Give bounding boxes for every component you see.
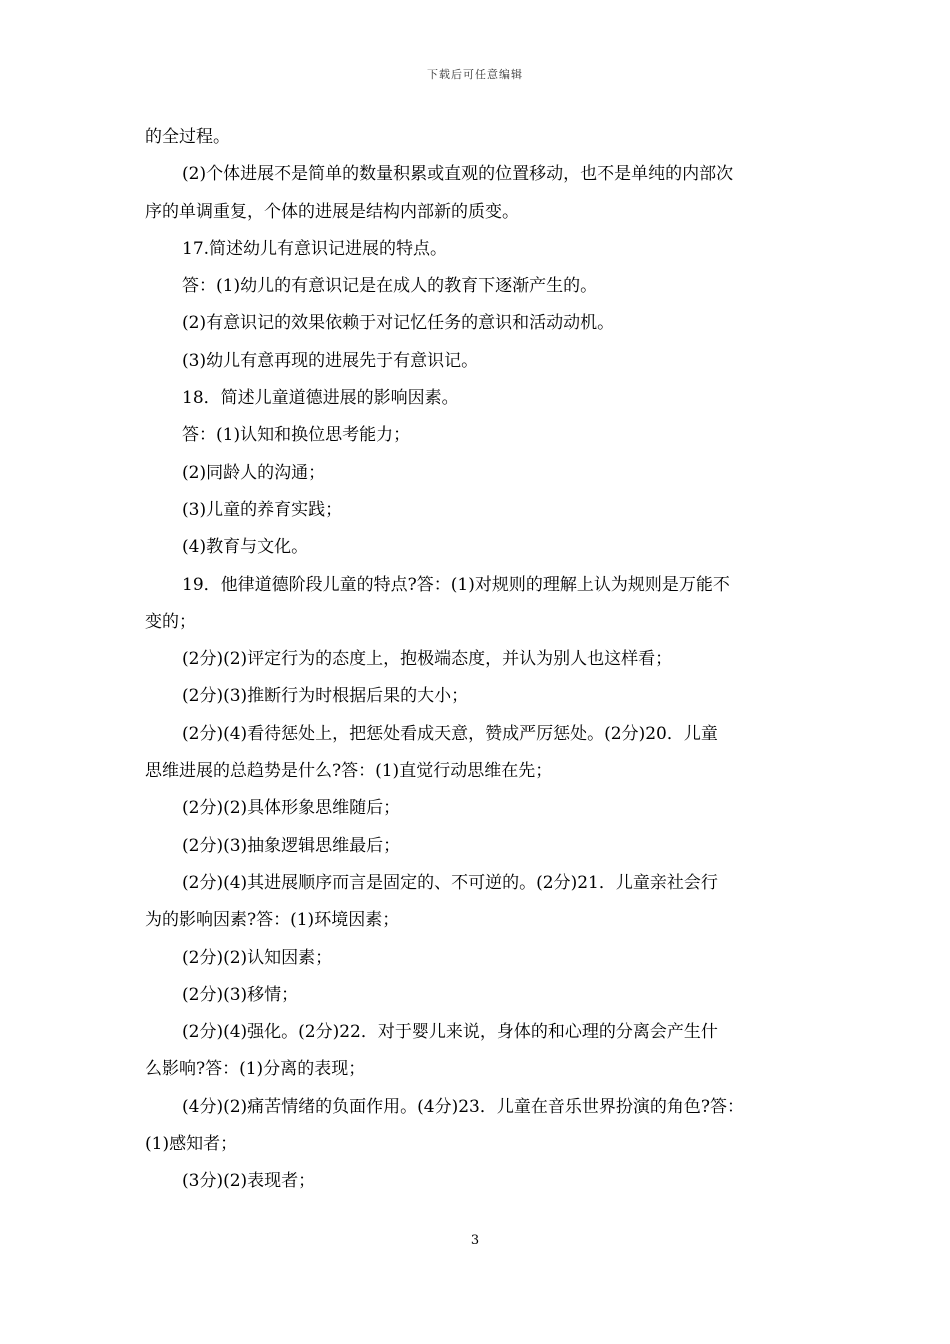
- page-header: 下载后可任意编辑: [427, 68, 523, 81]
- text-line: 思维进展的总趋势是什么?答：(1)直觉行动思维在先；: [145, 761, 553, 782]
- text-line: (2)同龄人的沟通；: [182, 462, 326, 483]
- text-line: (2分)(4)强化。(2分)22．对于婴儿来说，身体的和心理的分离会产生什: [182, 1022, 718, 1043]
- text-line: (2)有意识记的效果依赖于对记忆任务的意识和活动动机。: [182, 313, 615, 334]
- text-line: 变的；: [145, 611, 196, 632]
- text-line: 17.简述幼儿有意识记进展的特点。: [182, 238, 448, 259]
- text-line: (3分)(2)表现者；: [182, 1171, 316, 1192]
- text-line: (2分)(3)推断行为时根据后果的大小；: [182, 686, 469, 707]
- text-line: 答：(1)认知和换位思考能力；: [182, 425, 411, 446]
- text-line: 19．他律道德阶段儿童的特点?答：(1)对规则的理解上认为规则是万能不: [182, 574, 730, 595]
- page-number: 3: [470, 1233, 480, 1248]
- text-line: (2分)(2)评定行为的态度上，抱极端态度，并认为别人也这样看；: [182, 649, 673, 670]
- text-line: (1)感知者；: [145, 1134, 238, 1155]
- text-line: (2分)(2)认知因素；: [182, 947, 333, 968]
- document-body: [145, 119, 810, 1201]
- text-line: 序的单调重复，个体的进展是结构内部新的质变。: [145, 201, 519, 222]
- text-line: 么影响?答：(1)分离的表现；: [145, 1059, 366, 1080]
- text-line: 为的影响因素?答：(1)环境因素；: [145, 910, 400, 931]
- text-line: (3)幼儿有意再现的进展先于有意识记。: [182, 350, 479, 371]
- text-line: (2)个体进展不是简单的数量积累或直观的位置移动，也不是单纯的内部次: [182, 164, 734, 185]
- text-line: (4)教育与文化。: [182, 537, 309, 558]
- text-line: 18．简述儿童道德进展的影响因素。: [182, 388, 459, 409]
- text-line: 的全过程。: [145, 127, 230, 147]
- text-line: (2分)(4)其进展顺序而言是固定的、不可逆的。(2分)21．儿童亲社会行: [182, 872, 718, 893]
- text-line: (2分)(3)抽象逻辑思维最后；: [182, 835, 401, 856]
- text-line: 答：(1)幼儿的有意识记是在成人的教育下逐渐产生的。: [182, 276, 598, 297]
- text-line: (2分)(3)移情；: [182, 984, 299, 1005]
- text-line: (3)儿童的养育实践；: [182, 499, 343, 520]
- text-line: (4分)(2)痛苦情绪的负面作用。(4分)23．儿童在音乐世界扮演的角色?答：: [182, 1096, 744, 1117]
- text-line: (2分)(2)具体形象思维随后；: [182, 798, 401, 819]
- text-line: (2分)(4)看待惩处上，把惩处看成天意，赞成严厉惩处。(2分)20．儿童: [182, 723, 718, 744]
